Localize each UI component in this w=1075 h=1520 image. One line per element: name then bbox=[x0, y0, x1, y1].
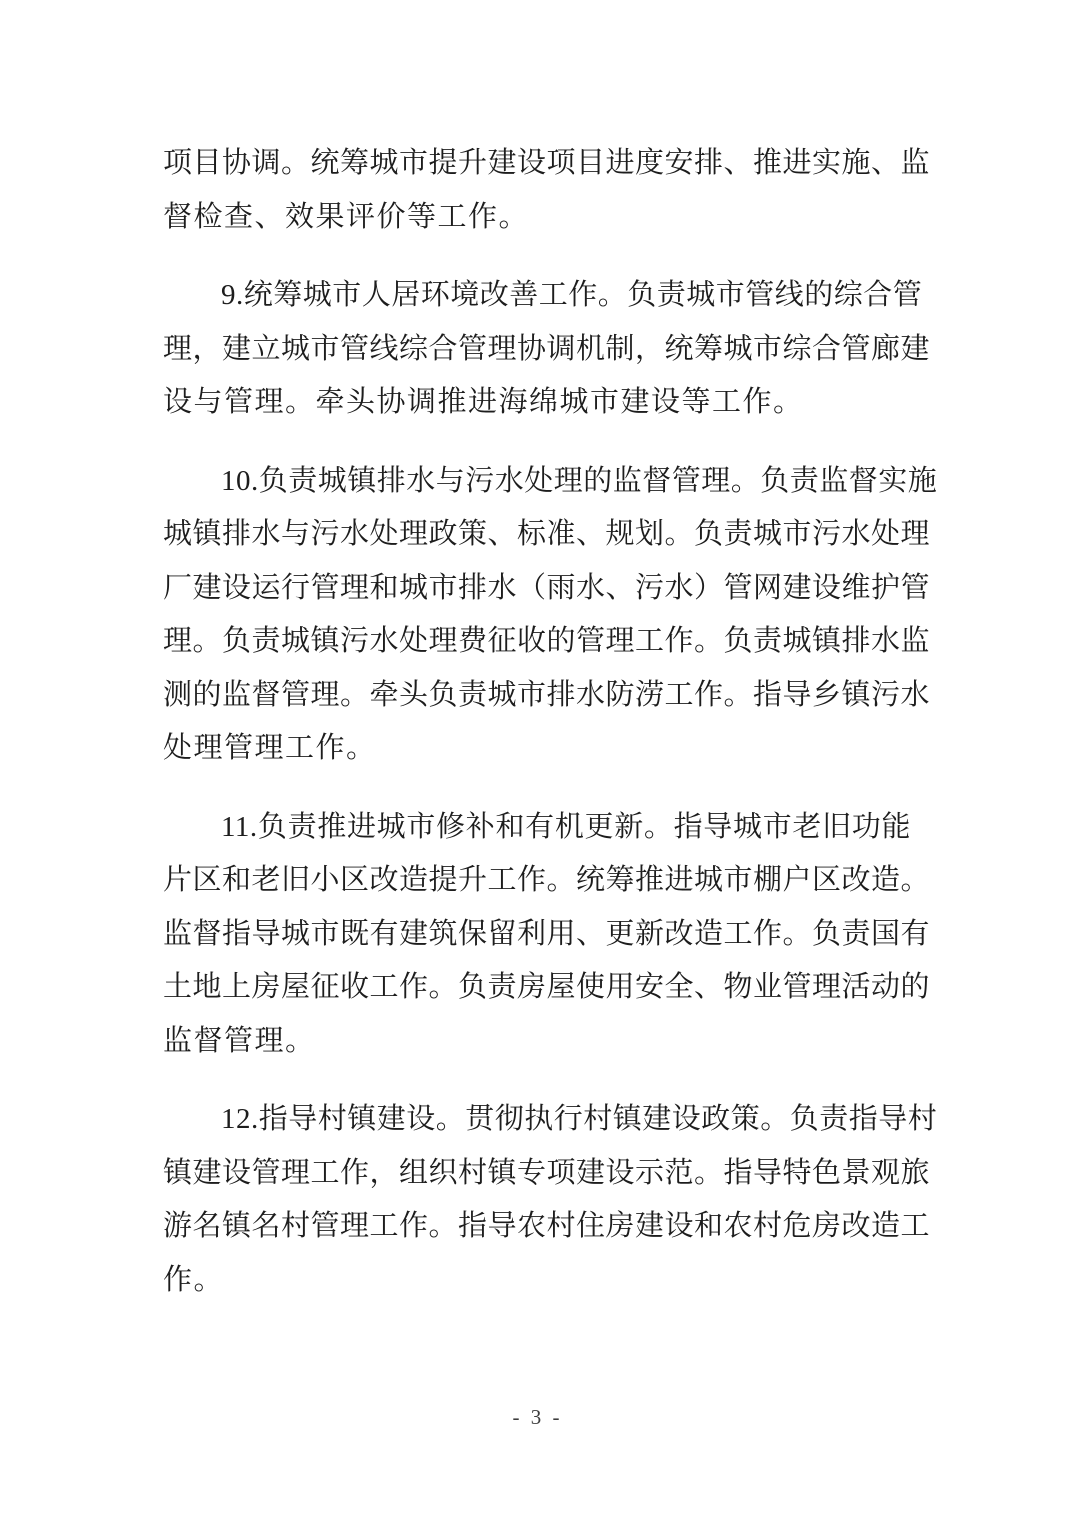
paragraph bbox=[163, 1093, 938, 1307]
text-line: 测的监督管理。牵头负责城市排水防涝工作。指导乡镇污水 bbox=[163, 678, 931, 711]
text-line: 监督指导城市既有建筑保留利用、更新改造工作。负责国有 bbox=[163, 917, 931, 950]
page-number: - 3 - bbox=[512, 1405, 563, 1429]
text-line: 11.负责推进城市修补和有机更新。指导城市老旧功能 bbox=[221, 810, 911, 843]
text-line: 督检查、效果评价等工作。 bbox=[163, 200, 530, 233]
text-line: 镇建设管理工作，组织村镇专项建设示范。指导特色景观旅 bbox=[163, 1156, 931, 1189]
text-line: 12.指导村镇建设。贯彻执行村镇建设政策。负责指导村 bbox=[221, 1103, 938, 1135]
text-line: 片区和老旧小区改造提升工作。统筹推进城市棚户区改造。 bbox=[163, 864, 931, 896]
text-line: 设与管理。牵头协调推进海绵城市建设等工作。 bbox=[163, 386, 804, 418]
text-line: 土地上房屋征收工作。负责房屋使用安全、物业管理活动的 bbox=[163, 971, 931, 1003]
text-line: 处理管理工作。 bbox=[163, 732, 377, 764]
text-line: 9.统筹城市人居环境改善工作。负责城市管线的综合管 bbox=[221, 279, 923, 311]
document-body bbox=[163, 137, 938, 1307]
text-line: 项目协调。统筹城市提升建设项目进度安排、推进实施、监 bbox=[163, 147, 931, 179]
paragraph bbox=[163, 801, 931, 1069]
text-line: 10.负责城镇排水与污水处理的监督管理。负责监督实施 bbox=[221, 464, 938, 497]
text-line: 厂建设运行管理和城市排水（雨水、污水）管网建设维护管 bbox=[163, 571, 931, 604]
text-line: 理，建立城市管线综合管理协调机制，统筹城市综合管廊建 bbox=[163, 332, 931, 365]
text-line: 理。负责城镇污水处理费征收的管理工作。负责城镇排水监 bbox=[163, 625, 931, 657]
text-line: 作。 bbox=[163, 1263, 225, 1296]
text-line: 城镇排水与污水处理政策、标准、规划。负责城市污水处理 bbox=[163, 518, 931, 550]
text-line: 游名镇名村管理工作。指导农村住房建设和农村危房改造工 bbox=[163, 1210, 931, 1242]
paragraph bbox=[163, 269, 931, 430]
paragraph bbox=[163, 455, 938, 776]
text-line: 监督管理。 bbox=[163, 1024, 316, 1057]
paragraph bbox=[163, 137, 931, 244]
